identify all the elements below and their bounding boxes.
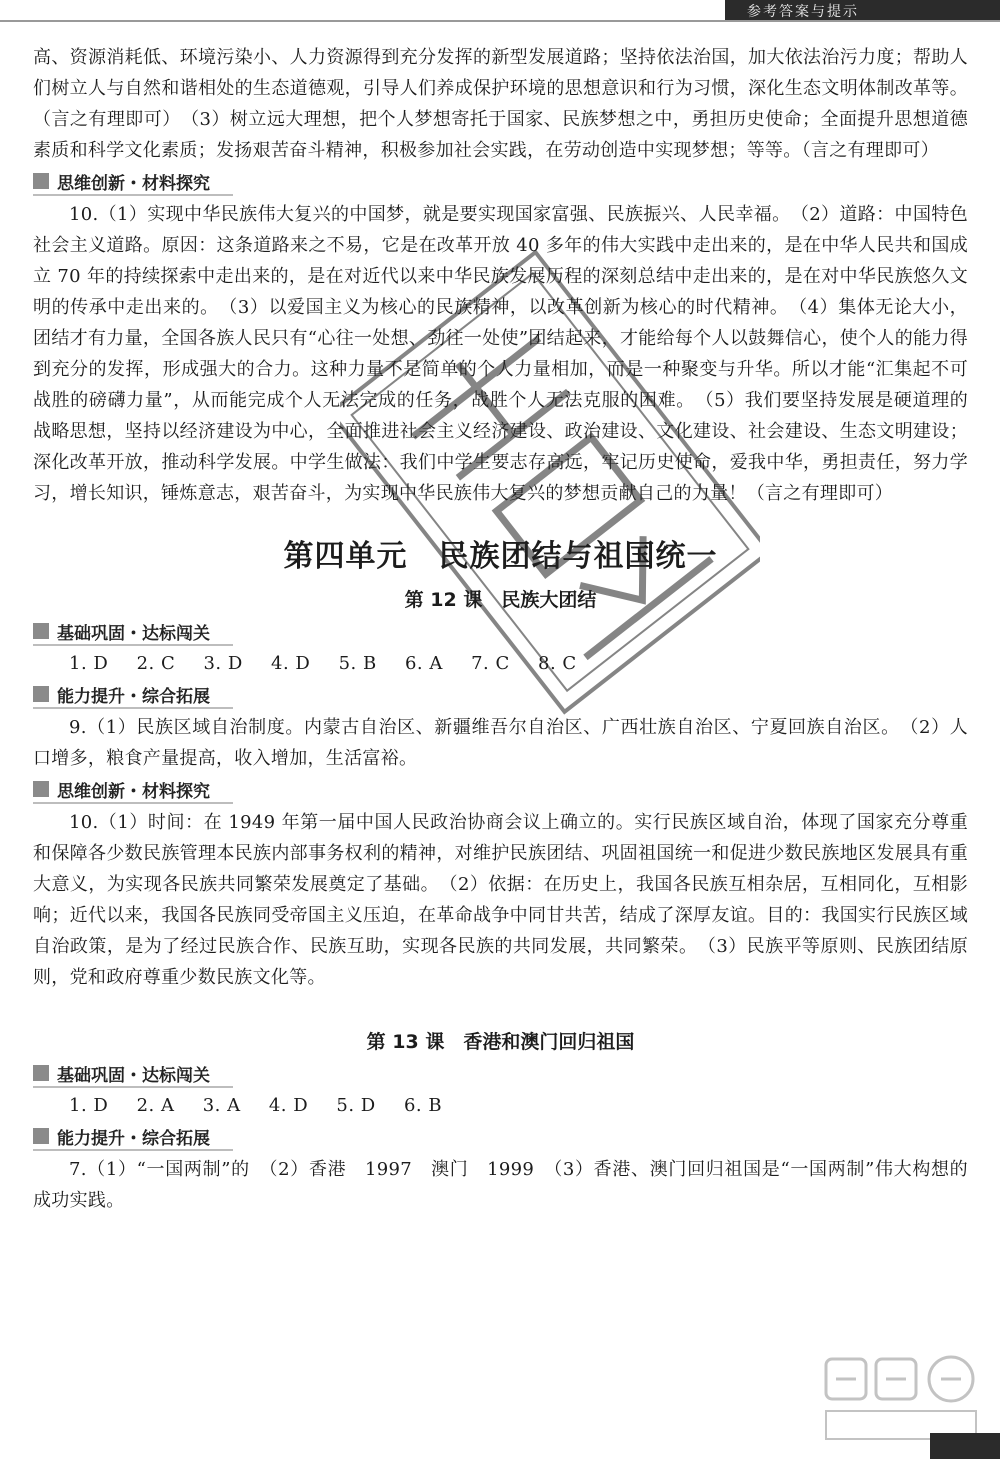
answer-item: 5. D <box>336 1095 376 1116</box>
answer-item: 8. C <box>538 653 577 674</box>
section-label-improve: 能力提升・综合拓展 <box>33 1123 233 1151</box>
unit-title: 第四单元 民族团结与祖国统一 <box>283 539 718 574</box>
answer-q10-lesson12: 10.（1）时间：在 1949 年第一届中国人民政治协商会议上确立的。实行民族区域自治，体现了国家充分尊重和保障各少数民族管理本民族内部事务权利的精神，对维护民族团结、巩固祖国统一和促进少数民族地区发展具有重大意义，为实现各民族共同繁荣发展奠定了基础。 （2）依据：在历史上，我国各民族互相杂居，互相同化，互相影响；近代以来，我国各民族同受帝国主义压迫，在革命战争中同甘共苦，结成了深厚友谊。目的：我国实行民族区域自治政策，是为了经过民族合作、民族互助，实现各民族的共同发展，共同繁荣。 （3）民族平等原则、民族团结原则，党和政府尊重少数民族文化等。 <box>33 812 968 988</box>
section-label-innovation: 思维创新・材料探究 <box>33 776 233 804</box>
header-divider <box>0 20 1000 22</box>
page-number-tab <box>930 1433 1000 1459</box>
page-header-title: 参考答案与提示 <box>747 4 859 20</box>
lesson-13-answers <box>33 1091 968 1121</box>
answer-item: 1. D <box>69 653 109 674</box>
page-content <box>33 42 968 1216</box>
lesson-13-title: 第 13 课 香港和澳门回归祖国 <box>366 1031 635 1053</box>
label-square-icon <box>33 173 49 189</box>
answer-item: 2. C <box>136 653 176 674</box>
page-header-bar <box>725 0 1000 20</box>
answer-item: 4. D <box>271 653 311 674</box>
answer-item: 5. B <box>338 653 377 674</box>
section-label-basic: 基础巩固・达标闯关 <box>33 618 233 646</box>
answer-q9: 9.（1）民族区域自治制度。内蒙古自治区、新疆维吾尔自治区、广西壮族自治区、宁夏回族自治区。 （2）人口增多，粮食产量提高，收入增加，生活富裕。 <box>33 717 968 769</box>
lesson-12-answers <box>33 649 968 679</box>
section-label-improve: 能力提升・综合拓展 <box>33 681 233 709</box>
answer-item: 2. A <box>136 1095 175 1116</box>
label-square-icon <box>33 623 49 639</box>
label-square-icon <box>33 781 49 797</box>
label-square-icon <box>33 1065 49 1081</box>
answer-q7: 7.（1）“一国两制”的 （2）香港 1997 澳门 1999 （3）香港、澳门回归祖国是“一国两制”伟大构想的成功实践。 <box>33 1159 968 1211</box>
section-label-innovation: 思维创新・材料探究 <box>33 168 233 196</box>
answer-item: 4. D <box>268 1095 309 1116</box>
answer-item: 6. B <box>403 1095 443 1116</box>
answer-item: 3. D <box>203 653 243 674</box>
answer-item: 1. D <box>69 1095 109 1116</box>
answer-item: 3. A <box>202 1095 241 1116</box>
section-label-basic: 基础巩固・达标闯关 <box>33 1060 233 1088</box>
answer-q10: 10.（1）实现中华民族伟大复兴的中国梦，就是要实现国家富强、民族振兴、人民幸福。 （2）道路：中国特色社会主义道路。原因：这条道路来之不易，它是在改革开放 40 多年的伟大实践中走出来的，是在中华人民共和国成立 70 年的持续探索中走出来的，是在对近代以来中华民族发展历程的深刻总结中走出来的，是在对中华民族悠久文明的传承中走出来的。 （3）以爱国主义为核心的民族精神，以改革创新为核心的时代精神。 （4）集体无论大小，团结才有力量，全国各族人民只有“心往一处想、劲往一处使”团结起来，才能给每个人以鼓舞信心，使个人的能力得到充分的发挥，形成强大的合力。这种力量不是简单的个人力量相加，而是一种聚变与升华。所以才能“汇集起不可战胜的磅礴力量”，从而能完成个人无法完成的任务，战胜个人无法克服的困难。 （5）我们要坚持发展是硬道理的战略思想，坚持以经济建设为中心，全面推进社会主义经济建设、政治建设、文化建设、社会建设、生态文明建设；深化改革开放，推动科学发展。中学生做法：我们中学生要志存高远，牢记历史使命，爱我中华，勇担责任，努力学习，增长知识，锤炼意志，艰苦奋斗，为实现中华民族伟大复兴的梦想贡献自己的力量！（言之有理即可） <box>33 204 968 504</box>
answer-item: 6. A <box>404 653 443 674</box>
answer-item: 7. C <box>471 653 510 674</box>
label-square-icon <box>33 1128 49 1144</box>
label-square-icon <box>33 686 49 702</box>
paragraph-continued: 高、资源消耗低、环境污染小、人力资源得到充分发挥的新型发展道路；坚持依法治国，加大依法治污力度；帮助人们树立人与自然和谐相处的生态道德观，引导人们养成保护环境的思想意识和行为习惯，深化生态文明体制改革等。（言之有理即可） （3）树立远大理想，把个人梦想寄托于国家、民族梦想之中，勇担历史使命；全面提升思想道德素质和科学文化素质；发扬艰苦奋斗精神，积极参加社会实践，在劳动创造中实现梦想；等等。（言之有理即可） <box>33 47 968 161</box>
lesson-12-title: 第 12 课 民族大团结 <box>404 589 597 611</box>
